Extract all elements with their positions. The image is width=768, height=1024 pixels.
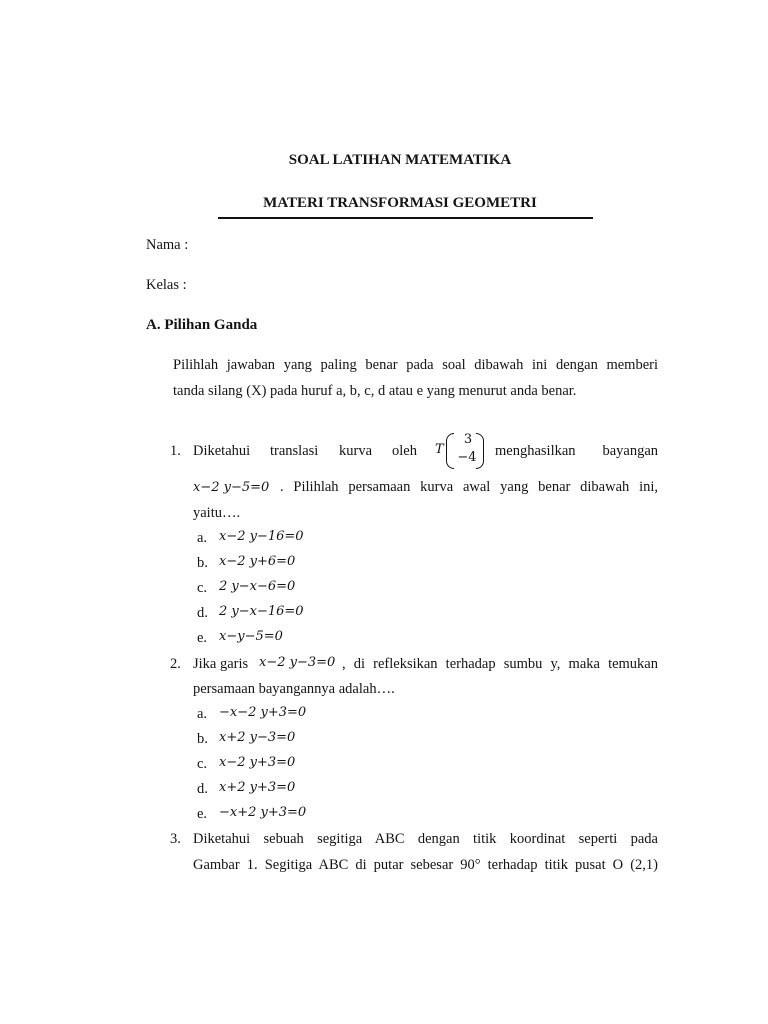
q1-option-e[interactable]: x−y−5=0 [219,629,283,644]
matrix-bottom-value: −4 [457,450,477,465]
q1-line2-text: . Pilihlah persamaan kurva awal yang benar dibawah ini, [280,479,658,495]
q1-option-letter: a. [197,530,208,546]
q2-option-letter: b. [197,731,208,747]
q1-option-c[interactable]: 2 y−x−6=0 [219,579,296,594]
q2-option-a[interactable]: −x−2 y+3=0 [219,705,307,720]
q2-equation: x−2 y−3=0 [259,655,336,670]
q2-option-letter: a. [197,706,208,722]
q1-option-letter: c. [197,580,208,596]
q3-line1: Diketahui sebuah segitiga ABC dengan titik koordinat seperti pada [193,831,658,847]
document-subtitle: MATERI TRANSFORMASI GEOMETRI [263,195,537,211]
q1-option-b[interactable]: x−2 y+6=0 [219,554,296,569]
q2-line2: persamaan bayangannya adalah…. [193,681,395,697]
q1-word: oleh [392,443,417,459]
q1-word: translasi [270,443,319,459]
q1-word: kurva [339,443,373,459]
section-heading: A. Pilihan Ganda [146,317,258,333]
q2-option-letter: c. [197,756,208,772]
q1-line3: yaitu…. [193,505,241,521]
title-underline [218,217,593,219]
q2-option-e[interactable]: −x+2 y+3=0 [219,805,307,820]
q1-word: Diketahui [193,443,251,459]
question-1-number: 1. [170,443,181,459]
matrix-top-value: 3 [463,432,473,447]
q2-option-d[interactable]: x+2 y+3=0 [219,780,296,795]
q1-equation: x−2 y−5=0 [193,480,270,495]
q2-line1-post: , di refleksikan terhadap sumbu y, maka temukan [342,656,658,672]
kelas-field-label: Kelas : [146,277,187,293]
q2-option-b[interactable]: x+2 y−3=0 [219,730,296,745]
q2-option-letter: e. [197,806,208,822]
instruction-line-1: Pilihlah jawaban yang paling benar pada soal dibawah ini dengan memberi [173,357,658,373]
q3-line2: Gambar 1. Segitiga ABC di putar sebesar 90° terhadap titik pusat O (2,1) [193,857,658,873]
q1-option-letter: b. [197,555,208,571]
q2-option-c[interactable]: x−2 y+3=0 [219,755,296,770]
q1-option-letter: e. [197,630,208,646]
q2-option-letter: d. [197,781,208,797]
nama-field-label: Nama : [146,237,189,253]
q1-line1-tail: menghasilkan bayangan [495,443,658,459]
question-3-number: 3. [170,831,181,847]
q1-option-d[interactable]: 2 y−x−16=0 [219,604,304,619]
q2-line1-pre: Jika garis [193,656,249,672]
document-title: SOAL LATIHAN MATEMATIKA [288,152,512,168]
q1-option-letter: d. [197,605,208,621]
q1-option-a[interactable]: x−2 y−16=0 [219,529,304,544]
instruction-line-2: tanda silang (X) pada huruf a, b, c, d atau e yang menurut anda benar. [173,383,577,399]
matrix-right-bracket [476,433,484,469]
question-2-number: 2. [170,656,181,672]
matrix-T-symbol: T [435,442,444,457]
